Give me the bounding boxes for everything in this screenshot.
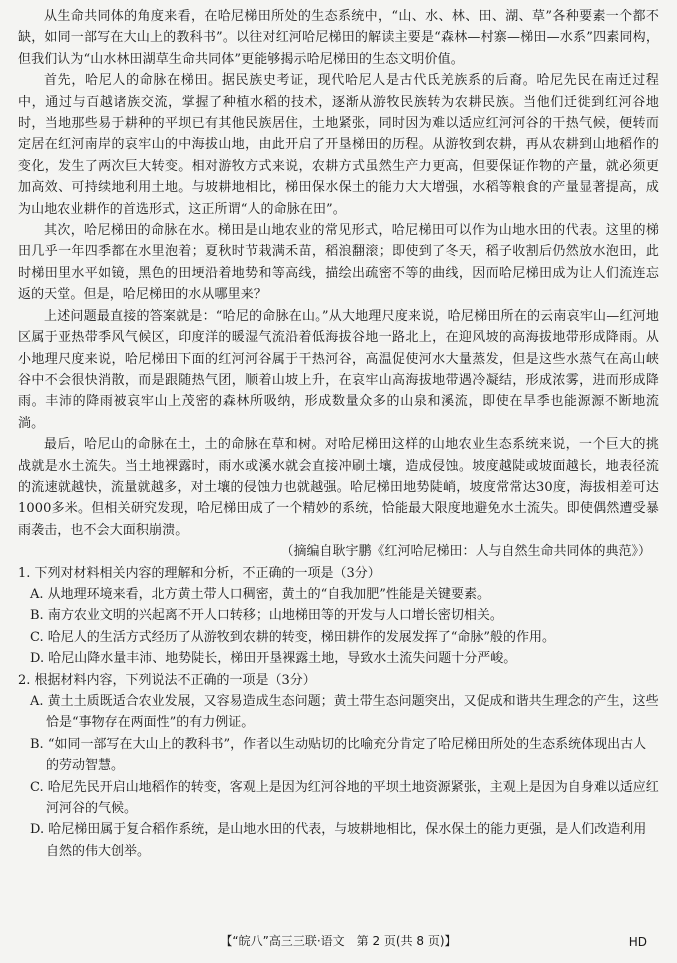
option-a: A. 从地理环境来看，北方黄土带人口稠密，黄土的“自我加肥”性能是关键要素。 <box>30 586 490 602</box>
question-2 <box>18 670 659 863</box>
source-citation: （摘编自耿宇鹏《红河哈尼梯田：人与自然生命共同体的典范》） <box>280 544 651 560</box>
option-d: D. 哈尼山降水量丰沛、地势陡长，梯田开垦裸露土地，导致水土流失问题十分严峻。 <box>30 651 517 667</box>
option-b: B. “如同一部写在大山上的教科书”，作者以生动贴切的比喻充分肯定了哈尼梯田所处的生态系统体现出古人的劳动智慧。 <box>30 736 647 774</box>
page-footer: 【“皖八”高三三联·语文 第 2 页(共 8 页)】 <box>220 934 457 948</box>
paragraph-3: 其次，哈尼梯田的命脉在水。梯田是山地农业的常见形式，哈尼梯田可以作为山地水田的代表。这里的梯田几乎一年四季都在水里泡着；夏秋时节栽满禾苗，稻浪翻滚；即使到了冬天，稻子收割后仍然放水泡田，此时梯田里水平如镜，黑色的田埂沿着地势和等高线，描绘出疏密不等的曲线，因而哈尼梯田成为让人们流连忘返的天堂。但是，哈尼梯田的水从哪里来？ <box>18 223 659 303</box>
option-a: A. 黄土土质既适合农业发展，又容易造成生态问题；黄土带生态问题突出，又促成和谐共生理念的产生，这些恰是“事物存在两面性”的有力例证。 <box>30 694 659 731</box>
question-stem: 1. 下列对材料相关内容的理解和分析，不正确的一项是（3分） <box>18 565 381 581</box>
question-1 <box>18 563 659 670</box>
question-stem: 2. 根据材料内容，下列说法不正确的一项是（3分） <box>18 672 316 688</box>
paragraph-2: 首先，哈尼人的命脉在梯田。据民族史考证，现代哈尼人是古代氐羌族系的后裔。哈尼先民在南迁过程中，通过与百越诸族交流，掌握了种植水稻的技术，逐渐从游牧民族转为农耕民族。当他们迁徙到红河谷地时，当地那些易于耕种的平坝已有其他民族居住，土地紧张，同时因为难以适应红河河谷的干热气候，便转而定居在红河南岸的哀牢山的中海拔山地，由此开启了开垦梯田的历程。从游牧到农耕，再从农耕到山地稻作的变化，发生了两次巨大转变。相对游牧方式来说，农耕方式虽然生产力更高，但要保证作物的产量，就必须更加高效、可持续地利用土地。与坡耕地相比，梯田保水保土的能力大大增强，水稻等粮食的产量显著提高，成为山地农业耕作的首选形式，这正所谓“人的命脉在田”。 <box>18 73 659 217</box>
footer-code: HD <box>628 935 647 949</box>
option-c: C. 哈尼先民开启山地稻作的转变，客观上是因为红河谷地的平坝土地资源紧张，主观上是因为自身难以适应红河河谷的气候。 <box>30 779 659 817</box>
option-b: B. 南方农业文明的兴起离不开人口转移；山地梯田等的开发与人口增长密切相关。 <box>30 608 503 624</box>
option-d: D. 哈尼梯田属于复合稻作系统，是山地水田的代表，与坡耕地相比，保水保土的能力更强，是人们改造利用自然的伟大创举。 <box>30 822 647 859</box>
option-c: C. 哈尼人的生活方式经历了从游牧到农耕的转变，梯田耕作的发展发挥了“命脉”般的作用。 <box>30 629 556 645</box>
paragraph-4: 上述问题最直接的答案就是：“哈尼的命脉在山。”从大地理尺度来说，哈尼梯田所在的云南哀牢山—红河地区属于亚热带季风气候区，印度洋的暖湿气流沿着低海拔谷地一路北上，在迎风坡的高海拔地带形成降雨。从小地理尺度来说，哈尼梯田下面的红河河谷属于干热河谷，高温促使河水大量蒸发，但是这些水蒸气在高山峡谷中不会很快消散，而是跟随热气团，顺着山坡上升，在哀牢山高海拔地带遇冷凝结，形成浓雾，进而形成降雨。丰沛的降雨被哀牢山上茂密的森林所吸纳，形成数量众多的山泉和溪流，即使在旱季也能源源不断地流淌。 <box>18 308 659 431</box>
paragraph-1: 从生命共同体的角度来看，在哈尼梯田所处的生态系统中，“山、水、林、田、湖、草”各种要素一个都不缺，如同一部写在大山上的教科书”。以往对红河哈尼梯田的解读主要是“森林—村寨—梯田—水系”四素同构，但我们认为“山水林田湖草生命共同体”更能够揭示哈尼梯田的生态文明价值。 <box>18 9 659 67</box>
paragraph-5: 最后，哈尼山的命脉在土，土的命脉在草和树。对哈尼梯田这样的山地农业生态系统来说，一个巨大的挑战就是水土流失。当土地裸露时，雨水或溪水就会直接冲刷土壤，造成侵蚀。坡度越陡或坡面越长，地表径流的流速就越快，流量就越多，对土壤的侵蚀力也就越强。哈尼梯田地势陡峭，坡度常常达30度，海拔相差可达1000多米。但相关研究发现，哈尼梯田成了一个精妙的系统，恰能最大限度地避免水土流失。即使偶然遭受暴雨袭击，也不会大面积崩溃。 <box>18 437 659 538</box>
